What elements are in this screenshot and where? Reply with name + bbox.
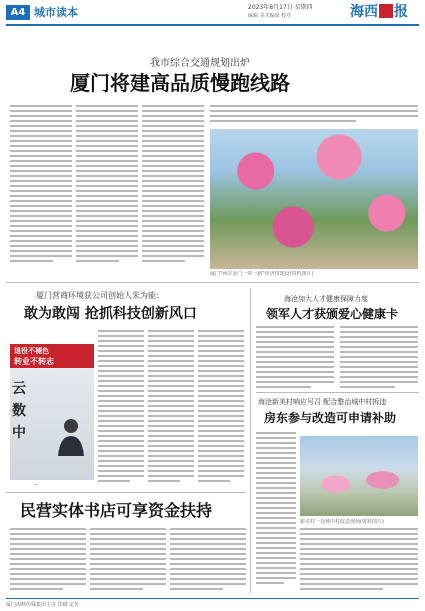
lead-body-top-right	[210, 105, 418, 125]
promo-word-3: 中	[12, 425, 26, 441]
page-number-badge: A4	[6, 5, 30, 20]
bookstore-body-column-2	[90, 528, 166, 593]
lead-photo-caption: 厦门"两岸金门一带一路"经济带建设(资料图片)	[210, 271, 314, 277]
person-portrait-icon	[56, 416, 86, 456]
housing-photo-caption: 新美村一处城中村改造现场(资料图片)	[300, 519, 384, 525]
section-divider-2	[256, 392, 419, 393]
brand-text-left: 海西	[350, 4, 378, 20]
promo-line-2: 转业不转志	[14, 357, 54, 366]
bookstore-headline: 民营实体书店可享资金扶持	[20, 501, 213, 520]
column-divider	[250, 288, 251, 593]
bookstore-body-column-3	[170, 528, 246, 593]
masthead-rule	[6, 24, 419, 26]
lead-photo	[210, 129, 418, 269]
promo-word-1: 云	[12, 381, 26, 397]
talent-headline: 敢为敢闯 抢抓科技创新风口	[24, 306, 197, 322]
section-title: 城市读本	[34, 6, 78, 19]
promo-line-1: 退役不褪色	[14, 347, 49, 355]
lead-kicker: 我市综合交通规划出炉	[150, 58, 250, 69]
lead-body-column-3	[142, 105, 204, 265]
housing-headline: 房东参与改造可申请补助	[264, 411, 397, 425]
health-body-column-2	[340, 326, 418, 391]
housing-body-column-2	[300, 528, 418, 593]
masthead	[0, 0, 425, 28]
talent-body-column-1	[98, 330, 144, 485]
brand-seal-icon	[379, 4, 393, 18]
housing-body-column-1	[256, 432, 296, 587]
talent-kicker: 厦门营商环境获公司创始人朱为能：	[36, 291, 164, 300]
lead-headline: 厦门将建高品质慢跑线路	[70, 71, 290, 95]
health-body-column-1	[256, 326, 334, 391]
talent-body-column-2	[148, 330, 194, 485]
health-kicker: 海沧加大人才健康保障力度	[284, 295, 368, 303]
promo-word-2: 数	[12, 403, 26, 419]
housing-photo	[300, 436, 418, 516]
promo-credit: —	[34, 482, 39, 488]
section-divider-1	[6, 282, 419, 283]
lead-body-column-1	[10, 105, 72, 265]
newspaper-logo	[350, 3, 408, 21]
talent-body-column-3	[198, 330, 244, 485]
page-footer: 厦门海峡传媒集团主办 印刷 定价	[6, 598, 419, 608]
section-divider-3	[6, 492, 246, 493]
editor-line: 编辑 美术编辑 校对	[248, 13, 292, 19]
date-line: 2023年8月17日 星期四	[248, 4, 313, 11]
lead-body-column-2	[76, 105, 138, 265]
bookstore-body-column-1	[10, 528, 86, 593]
veteran-promo-image	[10, 344, 94, 480]
promo-banner	[10, 344, 94, 368]
housing-kicker: 海沧新美村响应号召 配合整治城中村拆违	[258, 398, 387, 406]
health-headline: 领军人才获颁爱心健康卡	[266, 307, 399, 321]
brand-text-right: 报	[394, 4, 408, 20]
